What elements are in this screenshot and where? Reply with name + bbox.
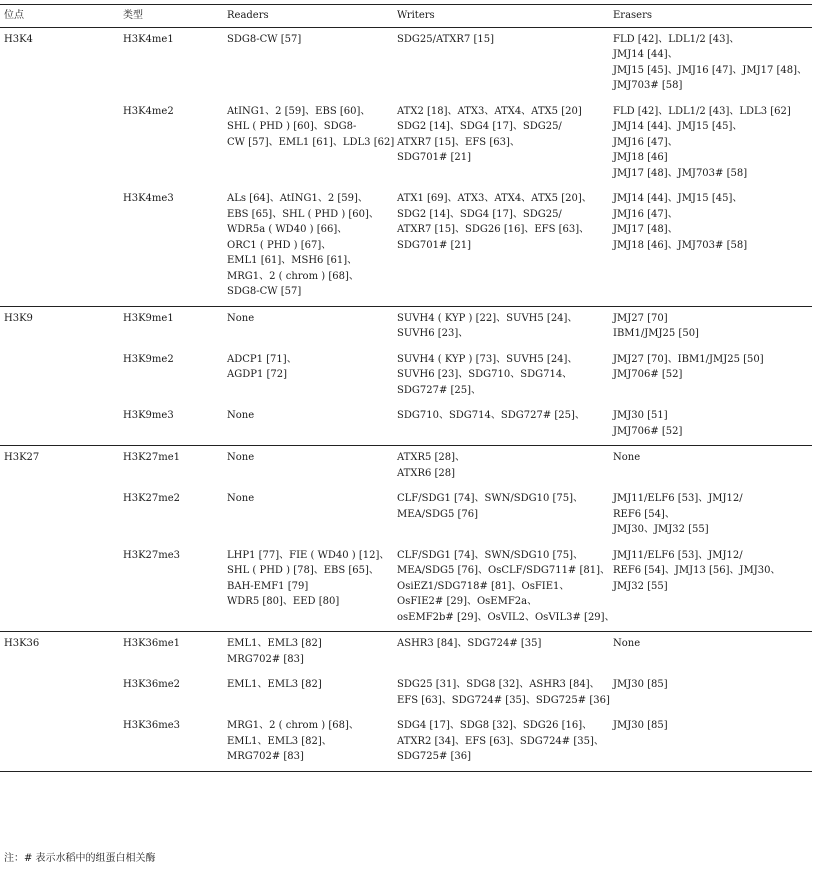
cell-line: SDG701# [21] <box>397 239 472 251</box>
cell-line: None <box>227 452 255 463</box>
cell-line: CLF/SDG1 [74]、SWN/SDG10 [75]、 <box>397 549 584 561</box>
cell-line: EML1、EML3 [82] <box>227 679 322 690</box>
cell-line: EML1、EML3 [82]、 <box>227 735 332 747</box>
type-cell: H3K36me3 <box>123 714 227 771</box>
cell-line: JMJ15 [45]、JMJ16 [47]、JMJ17 [48]、 <box>613 64 808 76</box>
readers-cell <box>227 632 397 674</box>
table-footnote: 注：# 表示水稻中的组蛋白相关酶 <box>4 853 156 864</box>
erasers-cell <box>613 348 812 405</box>
table-row <box>0 100 812 188</box>
cell-line: SDG8-CW [57] <box>227 33 302 45</box>
cell-line: MEA/SDG5 [76]、OsCLF/SDG711# [81]、 <box>397 565 611 576</box>
cell-line: ATXR5 [28]、 <box>397 452 466 463</box>
cell-line: REF6 [54]、JMJ13 [56]、JMJ30、 <box>613 565 781 576</box>
header-site: 位点 <box>0 5 123 28</box>
readers-cell <box>227 487 397 544</box>
cell-line: EBS [65]、SHL ( PHD ) [60]、 <box>227 208 379 220</box>
cell-line: FLD [42]、LDL1/2 [43]、LDL3 [62] <box>613 105 791 117</box>
writers-cell <box>397 544 613 632</box>
site-cell <box>0 544 123 632</box>
writers-cell <box>397 100 613 188</box>
site-cell <box>0 673 123 714</box>
cell-line: ATXR6 [28] <box>397 467 456 479</box>
cell-line: JMJ703# [58] <box>613 80 683 91</box>
header-erasers: Erasers <box>613 5 812 28</box>
table-row <box>0 404 812 446</box>
cell-line: ADCP1 [71]、 <box>227 353 297 365</box>
cell-line: None <box>613 638 641 649</box>
cell-line: SDG727# [25]、 <box>397 384 482 396</box>
readers-cell <box>227 714 397 771</box>
cell-line: JMJ11/ELF6 [53]、JMJ12/ <box>613 493 743 504</box>
site-cell: H3K4 <box>0 27 123 100</box>
cell-line: JMJ18 [46]、JMJ703# [58] <box>613 239 748 251</box>
cell-line: WDR5a ( WD40 ) [66]、 <box>227 224 348 235</box>
readers-cell <box>227 187 397 306</box>
cell-line: SHL ( PHD ) [78]、EBS [65]、 <box>227 565 379 576</box>
cell-line: SDG2 [14]、SDG4 [17]、SDG25/ <box>397 121 562 132</box>
table-row <box>0 632 812 674</box>
cell-line: JMJ17 [48]、JMJ703# [58] <box>613 167 748 179</box>
type-cell: H3K4me2 <box>123 105 174 117</box>
cell-line: MRG702# [83] <box>227 751 304 762</box>
erasers-cell <box>613 446 812 488</box>
writers-cell <box>397 27 613 100</box>
site-cell <box>0 100 123 188</box>
type-cell: H3K27me2 <box>123 493 181 504</box>
readers-cell <box>227 446 397 488</box>
cell-line: SUVH6 [23]、 <box>397 328 469 339</box>
table-row <box>0 487 812 544</box>
site-cell: H3K36 <box>0 632 123 674</box>
cell-line: JMJ706# [52] <box>613 369 683 380</box>
writers-cell <box>397 446 613 488</box>
readers-cell <box>227 100 397 188</box>
cell-line: SDG725# [36] <box>397 751 472 762</box>
site-cell <box>0 487 123 544</box>
cell-line: JMJ16 [47]、 <box>613 136 678 148</box>
cell-line: JMJ30 [85] <box>613 720 668 731</box>
table-row <box>0 306 812 348</box>
readers-cell <box>227 544 397 632</box>
cell-line: SUVH6 [23]、SDG710、SDG714、 <box>397 369 573 380</box>
cell-line: ATX2 [18]、ATX3、ATX4、ATX5 [20] <box>397 105 582 117</box>
type-cell: H3K9me1 <box>123 306 227 348</box>
cell-line: SUVH4 ( KYP ) [22]、SUVH5 [24]、 <box>397 312 578 324</box>
cell-line: ATXR2 [34]、EFS [63]、SDG724# [35]、 <box>397 735 604 747</box>
table-body <box>0 27 812 771</box>
cell-line: JMJ14 [44]、JMJ15 [45]、 <box>613 121 743 132</box>
erasers-cell <box>613 306 812 348</box>
type-cell: H3K36me2 <box>123 679 181 690</box>
cell-line: REF6 [54]、 <box>613 508 675 520</box>
cell-line: JMJ16 [47]、 <box>613 208 678 220</box>
erasers-cell <box>613 673 812 714</box>
type-cell: H3K27me3 <box>123 549 181 561</box>
type-cell: H3K4me3 <box>123 193 174 204</box>
erasers-cell <box>613 487 812 544</box>
cell-line: MRG1、2 ( chrom ) [68]、 <box>227 270 359 282</box>
cell-line: CLF/SDG1 [74]、SWN/SDG10 [75]、 <box>397 493 584 504</box>
table-row <box>0 673 812 714</box>
type-cell: H3K9me3 <box>123 410 174 421</box>
cell-line: MRG702# [83] <box>227 653 304 665</box>
cell-line: SDG701# [21] <box>397 152 472 163</box>
table-row <box>0 446 812 488</box>
header-row <box>0 5 812 28</box>
erasers-cell <box>613 404 812 446</box>
readers-cell <box>227 306 397 348</box>
erasers-cell <box>613 544 812 632</box>
writers-cell <box>397 187 613 306</box>
table-row <box>0 544 812 632</box>
table-row <box>0 348 812 405</box>
cell-line: JMJ32 [55] <box>613 580 668 592</box>
header-readers: Readers <box>227 5 397 28</box>
site-cell: H3K27 <box>0 446 123 488</box>
cell-line: None <box>227 312 255 324</box>
site-cell <box>0 348 123 405</box>
cell-line: SDG2 [14]、SDG4 [17]、SDG25/ <box>397 208 562 220</box>
readers-cell <box>227 404 397 446</box>
table-row <box>0 27 812 100</box>
site-cell: H3K9 <box>0 306 123 348</box>
cell-line: JMJ27 [70] <box>613 312 668 324</box>
cell-line: ORC1 ( PHD ) [67]、 <box>227 239 332 251</box>
site-cell <box>0 187 123 306</box>
cell-line: None <box>227 410 255 421</box>
table-row <box>0 187 812 306</box>
cell-line: SDG25 [31]、SDG8 [32]、ASHR3 [84]、 <box>397 679 600 690</box>
cell-line: osEMF2b# [29]、OsVIL2、OsVIL3# [29]、 <box>397 611 615 623</box>
writers-cell <box>397 348 613 405</box>
cell-line: JMJ11/ELF6 [53]、JMJ12/ <box>613 549 743 561</box>
cell-line: MRG1、2 ( chrom ) [68]、 <box>227 720 359 731</box>
writers-cell <box>397 306 613 348</box>
table-row <box>0 714 812 771</box>
site-cell <box>0 404 123 446</box>
cell-line: OsiEZ1/SDG718# [81]、OsFIE1、 <box>397 580 570 592</box>
cell-line: ASHR3 [84]、SDG724# [35] <box>397 638 542 649</box>
type-cell: H3K9me2 <box>123 353 174 365</box>
cell-line: AGDP1 [72] <box>227 369 288 380</box>
cell-line: JMJ14 [44]、 <box>613 49 678 60</box>
erasers-cell <box>613 632 812 674</box>
erasers-cell <box>613 100 812 188</box>
cell-line: ATXR7 [15]、SDG26 [16]、EFS [63]、 <box>397 224 590 235</box>
cell-line: JMJ30、JMJ32 [55] <box>613 524 709 535</box>
writers-cell <box>397 714 613 771</box>
cell-line: SDG25/ATXR7 [15] <box>397 33 495 45</box>
cell-line: JMJ27 [70]、IBM1/JMJ25 [50] <box>613 353 764 365</box>
type-cell: H3K36me1 <box>123 632 227 674</box>
cell-line: OsFIE2# [29]、OsEMF2a、 <box>397 596 538 607</box>
writers-cell <box>397 632 613 674</box>
cell-line: ATXR7 [15]、EFS [63]、 <box>397 136 520 148</box>
cell-line: SDG8-CW [57] <box>227 286 302 297</box>
cell-line: LHP1 [77]、FIE ( WD40 ) [12]、 <box>227 549 390 561</box>
readers-cell <box>227 348 397 405</box>
cell-line: EML1 [61]、MSH6 [61]、 <box>227 255 358 266</box>
cell-line: JMJ17 [48]、 <box>613 224 678 235</box>
cell-line: SHL ( PHD ) [60]、SDG8- <box>227 121 357 132</box>
cell-line: CW [57]、EML1 [61]、LDL3 [62] <box>227 136 395 148</box>
cell-line: JMJ30 [51] <box>613 410 668 421</box>
erasers-cell <box>613 27 812 100</box>
type-cell: H3K27me1 <box>123 446 227 488</box>
cell-line: AtING1、2 [59]、EBS [60]、 <box>227 105 371 117</box>
readers-cell <box>227 673 397 714</box>
cell-line: FLD [42]、LDL1/2 [43]、 <box>613 33 740 45</box>
cell-line: JMJ706# [52] <box>613 425 683 437</box>
cell-line: SUVH4 ( KYP ) [73]、SUVH5 [24]、 <box>397 353 578 365</box>
cell-line: BAH-EMF1 [79] <box>227 580 309 592</box>
header-type: 类型 <box>123 5 227 28</box>
writers-cell <box>397 404 613 446</box>
writers-cell <box>397 673 613 714</box>
header-writers: Writers <box>397 5 613 28</box>
site-cell <box>0 714 123 771</box>
histone-modification-table <box>0 4 812 772</box>
cell-line: ALs [64]、AtING1、2 [59]、 <box>227 193 368 204</box>
cell-line: None <box>227 493 255 504</box>
cell-line: JMJ18 [46] <box>613 152 668 163</box>
cell-line: IBM1/JMJ25 [50] <box>613 328 699 339</box>
cell-line: JMJ30 [85] <box>613 679 668 690</box>
cell-line: SDG710、SDG714、SDG727# [25]、 <box>397 410 585 421</box>
cell-line: EML1、EML3 [82] <box>227 638 322 649</box>
cell-line: None <box>613 452 641 463</box>
readers-cell <box>227 27 397 100</box>
cell-line: MEA/SDG5 [76] <box>397 508 479 520</box>
cell-line: ATX1 [69]、ATX3、ATX4、ATX5 [20]、 <box>397 193 592 204</box>
cell-line: EFS [63]、SDG724# [35]、SDG725# [36] <box>397 694 610 706</box>
cell-line: SDG4 [17]、SDG8 [32]、SDG26 [16]、 <box>397 720 593 731</box>
type-cell: H3K4me1 <box>123 27 227 100</box>
writers-cell <box>397 487 613 544</box>
cell-line: WDR5 [80]、EED [80] <box>227 596 340 607</box>
cell-line: JMJ14 [44]、JMJ15 [45]、 <box>613 193 743 204</box>
erasers-cell <box>613 714 812 771</box>
erasers-cell <box>613 187 812 306</box>
